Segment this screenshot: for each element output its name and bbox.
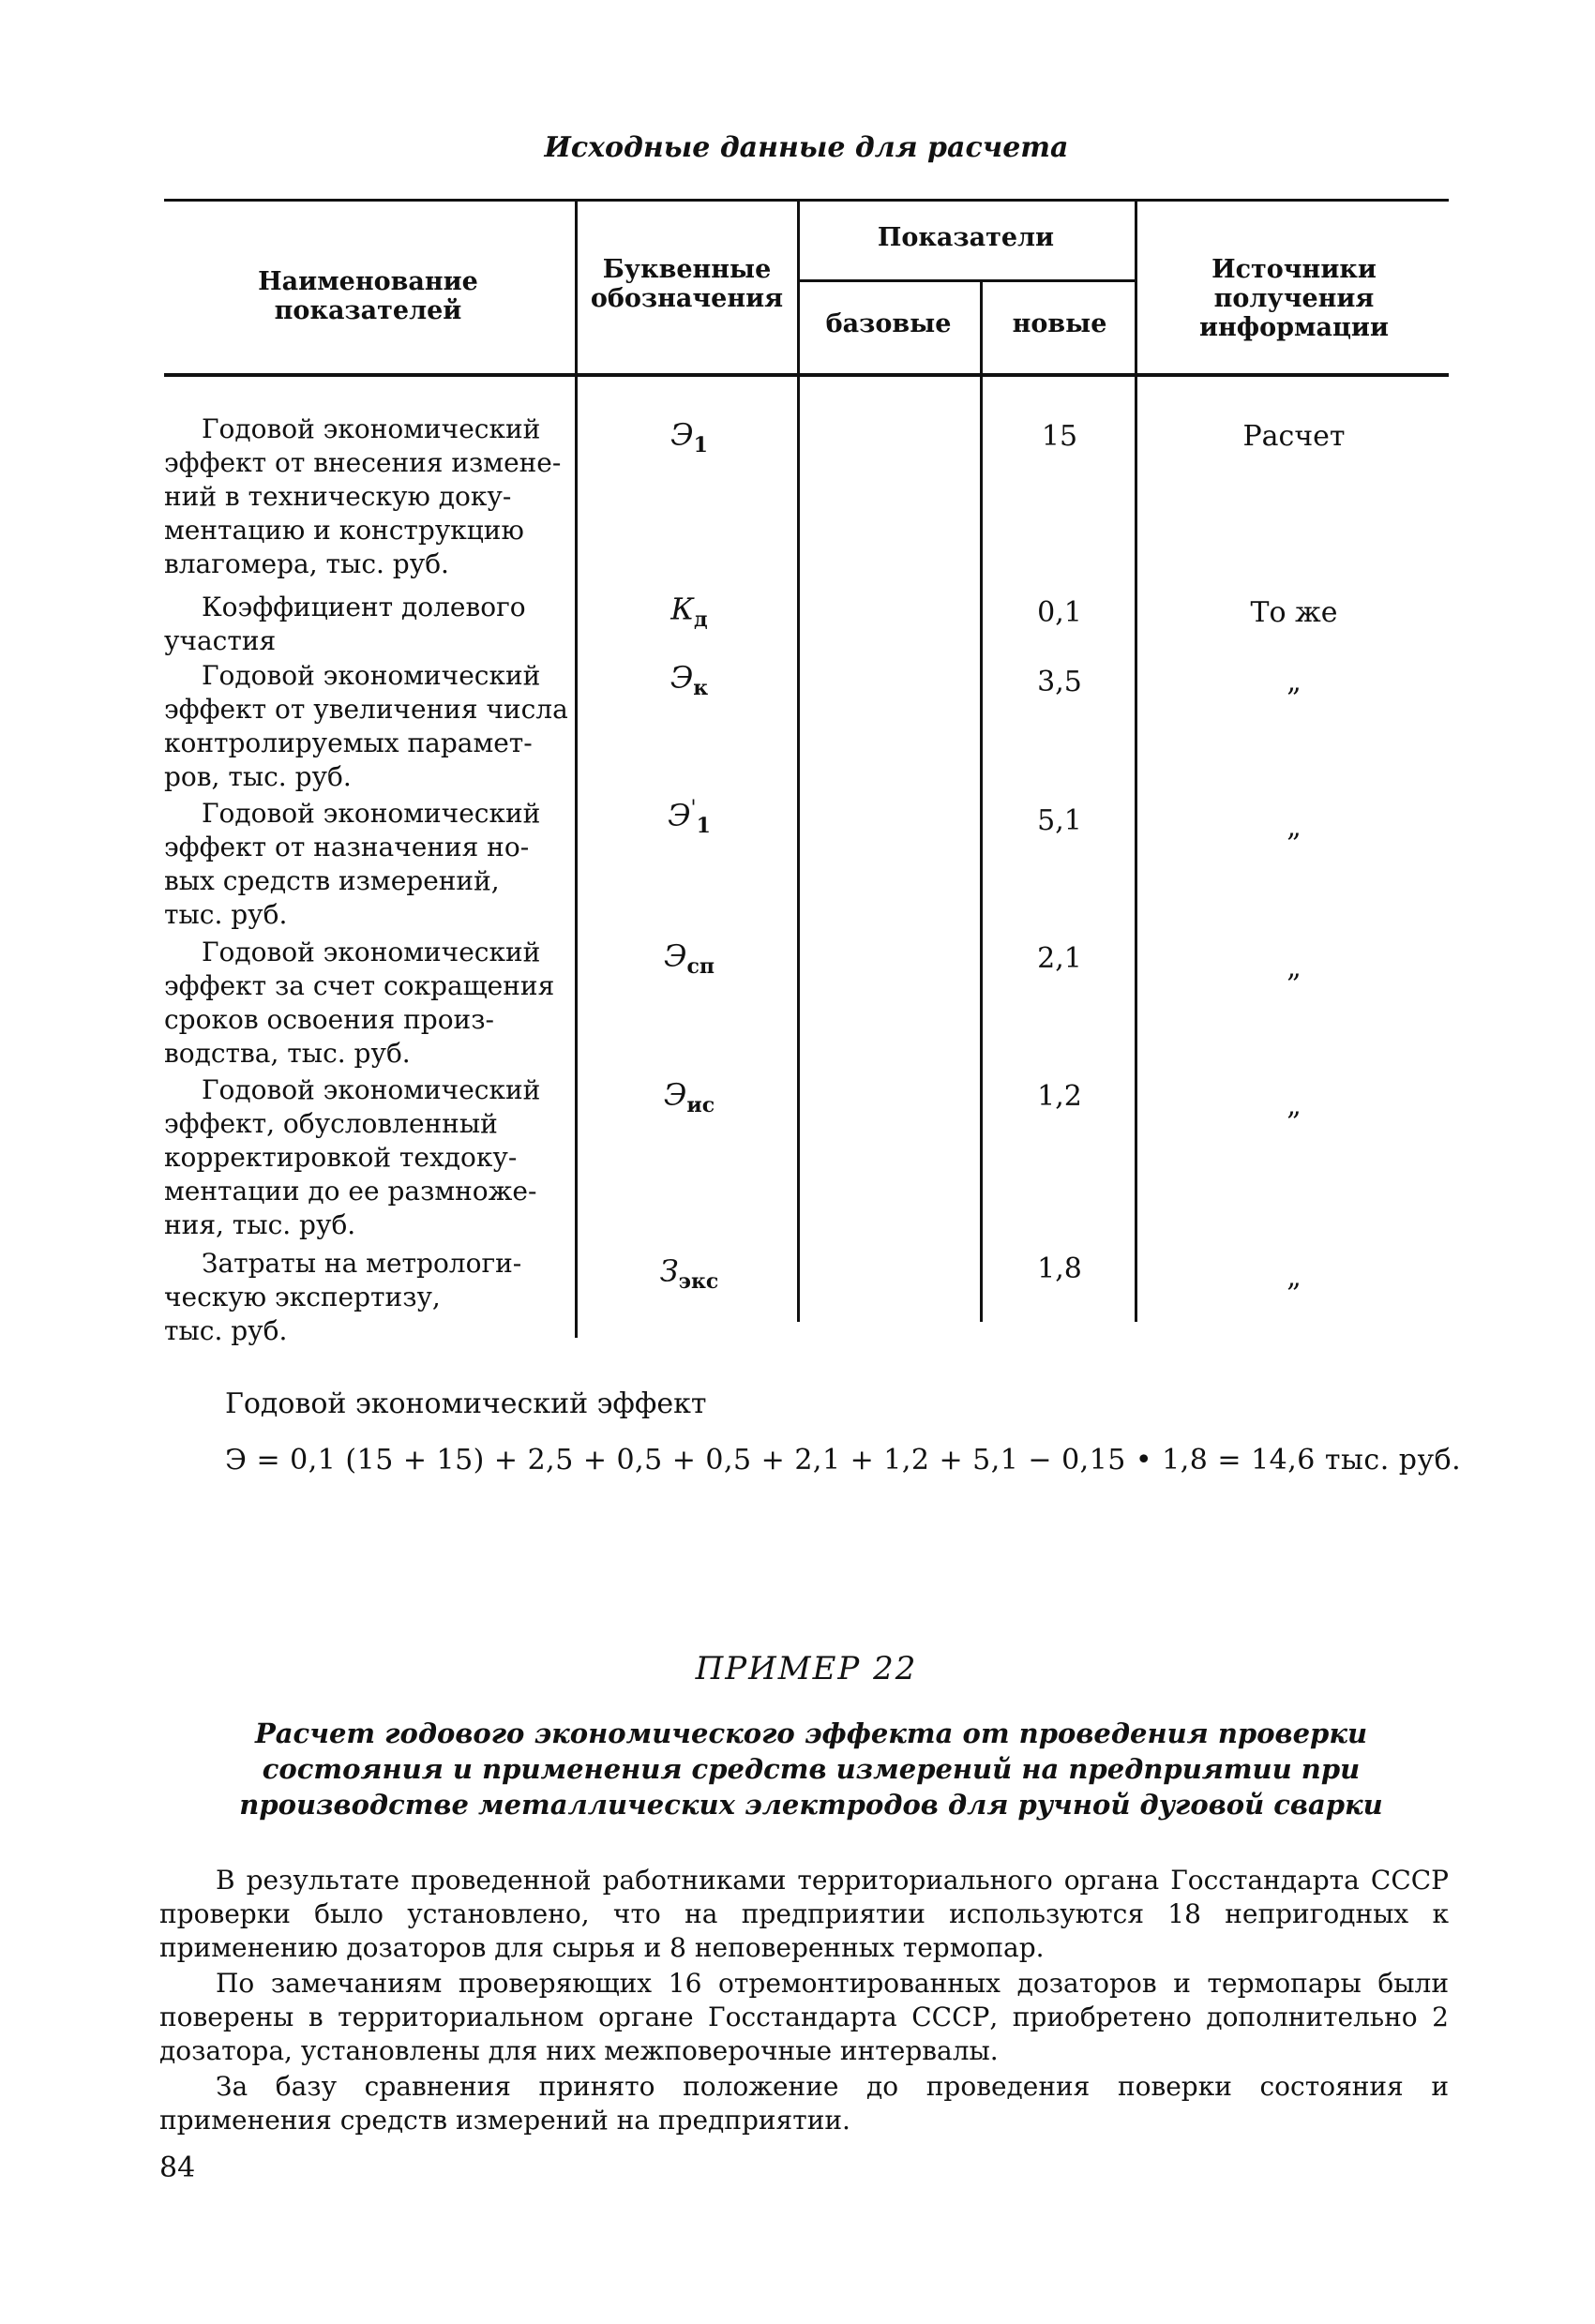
row-5-new: 2,1	[1037, 942, 1082, 975]
column-divider-2	[797, 202, 800, 1322]
column-divider-1	[575, 202, 578, 1338]
column-divider-3	[980, 281, 983, 1322]
effect-formula: Э = 0,1 (15 + 15) + 2,5 + 0,5 + 0,5 + 2,1 + 1,2 + 5,1 − 0,15 • 1,8 = 14,6 тыс. руб.	[225, 1444, 1462, 1477]
header-base: базовые	[825, 309, 952, 338]
row-4-new: 5,1	[1037, 804, 1082, 837]
row-6-source: „	[1287, 1089, 1302, 1122]
row-4-symbol: $Э'_1$	[668, 797, 711, 839]
row-5-source: „	[1287, 952, 1302, 984]
indicators-divider-rule	[797, 279, 1135, 282]
row-1-name: Годовой экономический эффект от внесения измене- ний в техническую доку- ментацию и конструкцию влагомера, тыс. руб.	[164, 413, 562, 579]
row-5-name: Годовой экономический эффект за счет сокращения сроков освоения произ- водства, тыс. руб.	[164, 937, 555, 1069]
row-7-name: Затраты на метрологи- ческую экспертизу, тыс. руб.	[164, 1248, 522, 1346]
row-1-source: Расчет	[1242, 420, 1346, 453]
row-7-symbol: $З_{экс}$	[659, 1252, 719, 1295]
row-2-symbol: $К_д$	[670, 591, 708, 633]
row-3-name: Годовой экономический эффект от увеличения числа контролируемых парамет- ров, тыс. руб.	[164, 660, 568, 792]
row-3-new: 3,5	[1037, 666, 1082, 698]
header-bottom-rule	[164, 373, 1449, 377]
column-divider-4	[1135, 202, 1137, 1322]
header-name: Наименование показателей	[258, 267, 478, 326]
row-2-name: Коэффициент долевого участия	[164, 592, 526, 656]
row-7-new: 1,8	[1037, 1252, 1082, 1285]
header-new: новые	[1012, 309, 1107, 338]
row-2-new: 0,1	[1037, 596, 1082, 629]
header-indicators: Показатели	[877, 223, 1055, 252]
row-2-source: То же	[1250, 596, 1338, 629]
header-symbol: Буквенные обозначения	[590, 255, 784, 314]
page-number: 84	[159, 2152, 196, 2184]
row-6-name: Годовой экономический эффект, обусловленный корректировкой техдоку- ментации до ее размноже- ния, тыс. руб.	[164, 1074, 541, 1240]
row-1-symbol: $Э_1$	[670, 416, 708, 458]
row-5-symbol: $Э_{сп}$	[664, 937, 715, 980]
paragraph-2: По замечаниям проверяющих 16 отремонтированных дозаторов и термопары были поверены в территориальном органе Госстандарта СССР, приобретено дополнительно 2 дозатора, установлены для них межповерочные интервалы.	[159, 1968, 1449, 2066]
row-1-new: 15	[1041, 420, 1078, 453]
row-4-source: „	[1287, 811, 1302, 844]
formula-label: Годовой экономический эффект	[225, 1387, 707, 1420]
row-7-source: „	[1287, 1261, 1302, 1294]
paragraph-3: За базу сравнения принято положение до проведения поверки состояния и применения средств измерений на предприятии.	[159, 2071, 1449, 2136]
header-source: Источники получения информации	[1199, 255, 1389, 343]
row-6-symbol: $Э_{ис}$	[663, 1076, 715, 1118]
table-caption: Исходные данные для расчета	[544, 131, 1069, 164]
paragraph-1: В результате проведенной работниками территориального органа Госстандарта СССР проверки было установлено, что на предприятии используются 18 непригодных к применению дозаторов для сырья и 8 неповеренных термопар.	[159, 1865, 1449, 1963]
row-4-name: Годовой экономический эффект от назначения но- вых средств измерений, тыс. руб.	[164, 798, 541, 930]
row-6-new: 1,2	[1037, 1080, 1082, 1113]
row-3-symbol: $Э_к$	[670, 659, 709, 701]
table-top-rule	[164, 199, 1449, 202]
example-title: ПРИМЕР 22	[695, 1650, 918, 1687]
row-3-source: „	[1287, 666, 1302, 698]
example-subtitle: Расчет годового экономического эффекта от проведения проверки состояния и применения средств измерений на предприятии при производстве металлических электродов для ручной дуговой сварки	[239, 1717, 1383, 1821]
